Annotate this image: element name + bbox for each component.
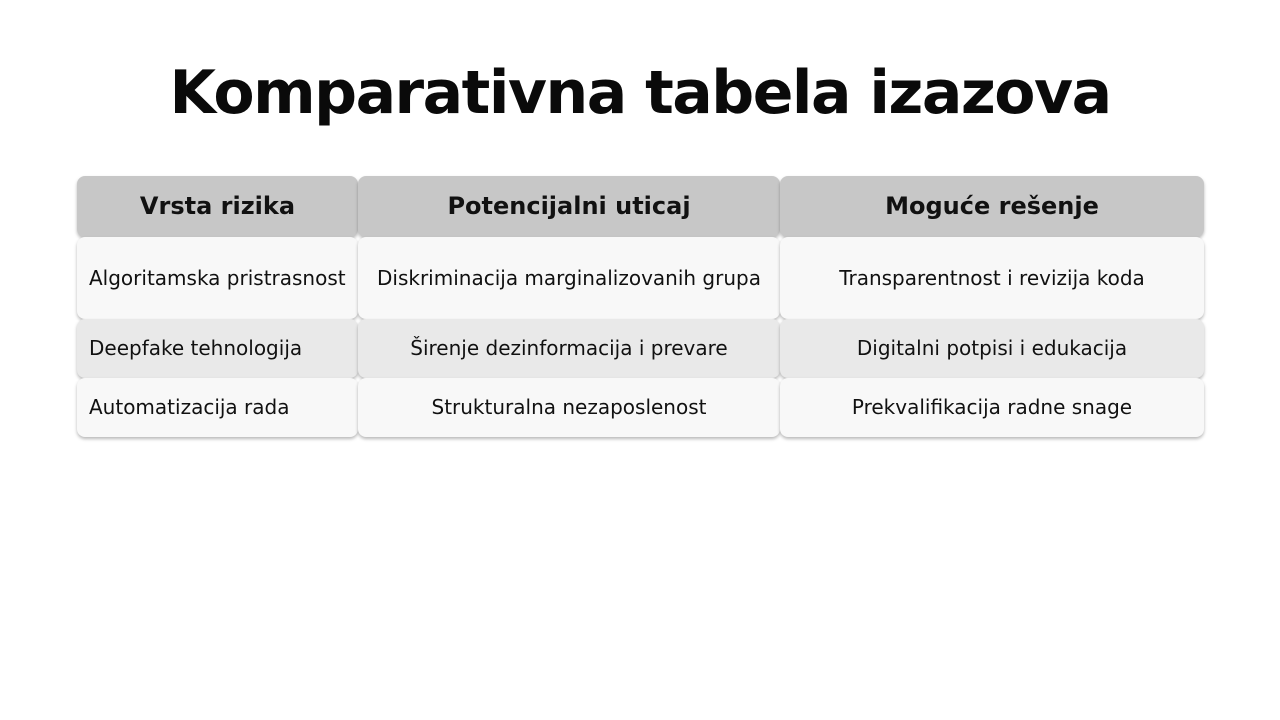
cell-possible-solution: Prekvalifikacija radne snage	[780, 378, 1204, 437]
cell-possible-solution: Transparentnost i revizija koda	[780, 237, 1204, 319]
comparison-table	[77, 176, 1204, 437]
cell-potential-impact: Strukturalna nezaposlenost	[358, 378, 780, 437]
header-possible-solution: Moguće rešenje	[780, 176, 1204, 237]
table-row	[77, 378, 1204, 437]
slide-title: Komparativna tabela izazova	[169, 58, 1111, 128]
cell-possible-solution: Digitalni potpisi i edukacija	[780, 319, 1204, 378]
cell-potential-impact: Diskriminacija marginalizovanih grupa	[358, 237, 780, 319]
cell-potential-impact: Širenje dezinformacija i prevare	[358, 319, 780, 378]
cell-risk-type: Automatizacija rada	[77, 378, 358, 437]
header-risk-type: Vrsta rizika	[77, 176, 358, 237]
table-row	[77, 237, 1204, 319]
cell-risk-type: Deepfake tehnologija	[77, 319, 358, 378]
cell-risk-type: Algoritamska pristrasnost	[77, 237, 358, 319]
table-row	[77, 319, 1204, 378]
table-header-row	[77, 176, 1204, 237]
header-potential-impact: Potencijalni uticaj	[358, 176, 780, 237]
